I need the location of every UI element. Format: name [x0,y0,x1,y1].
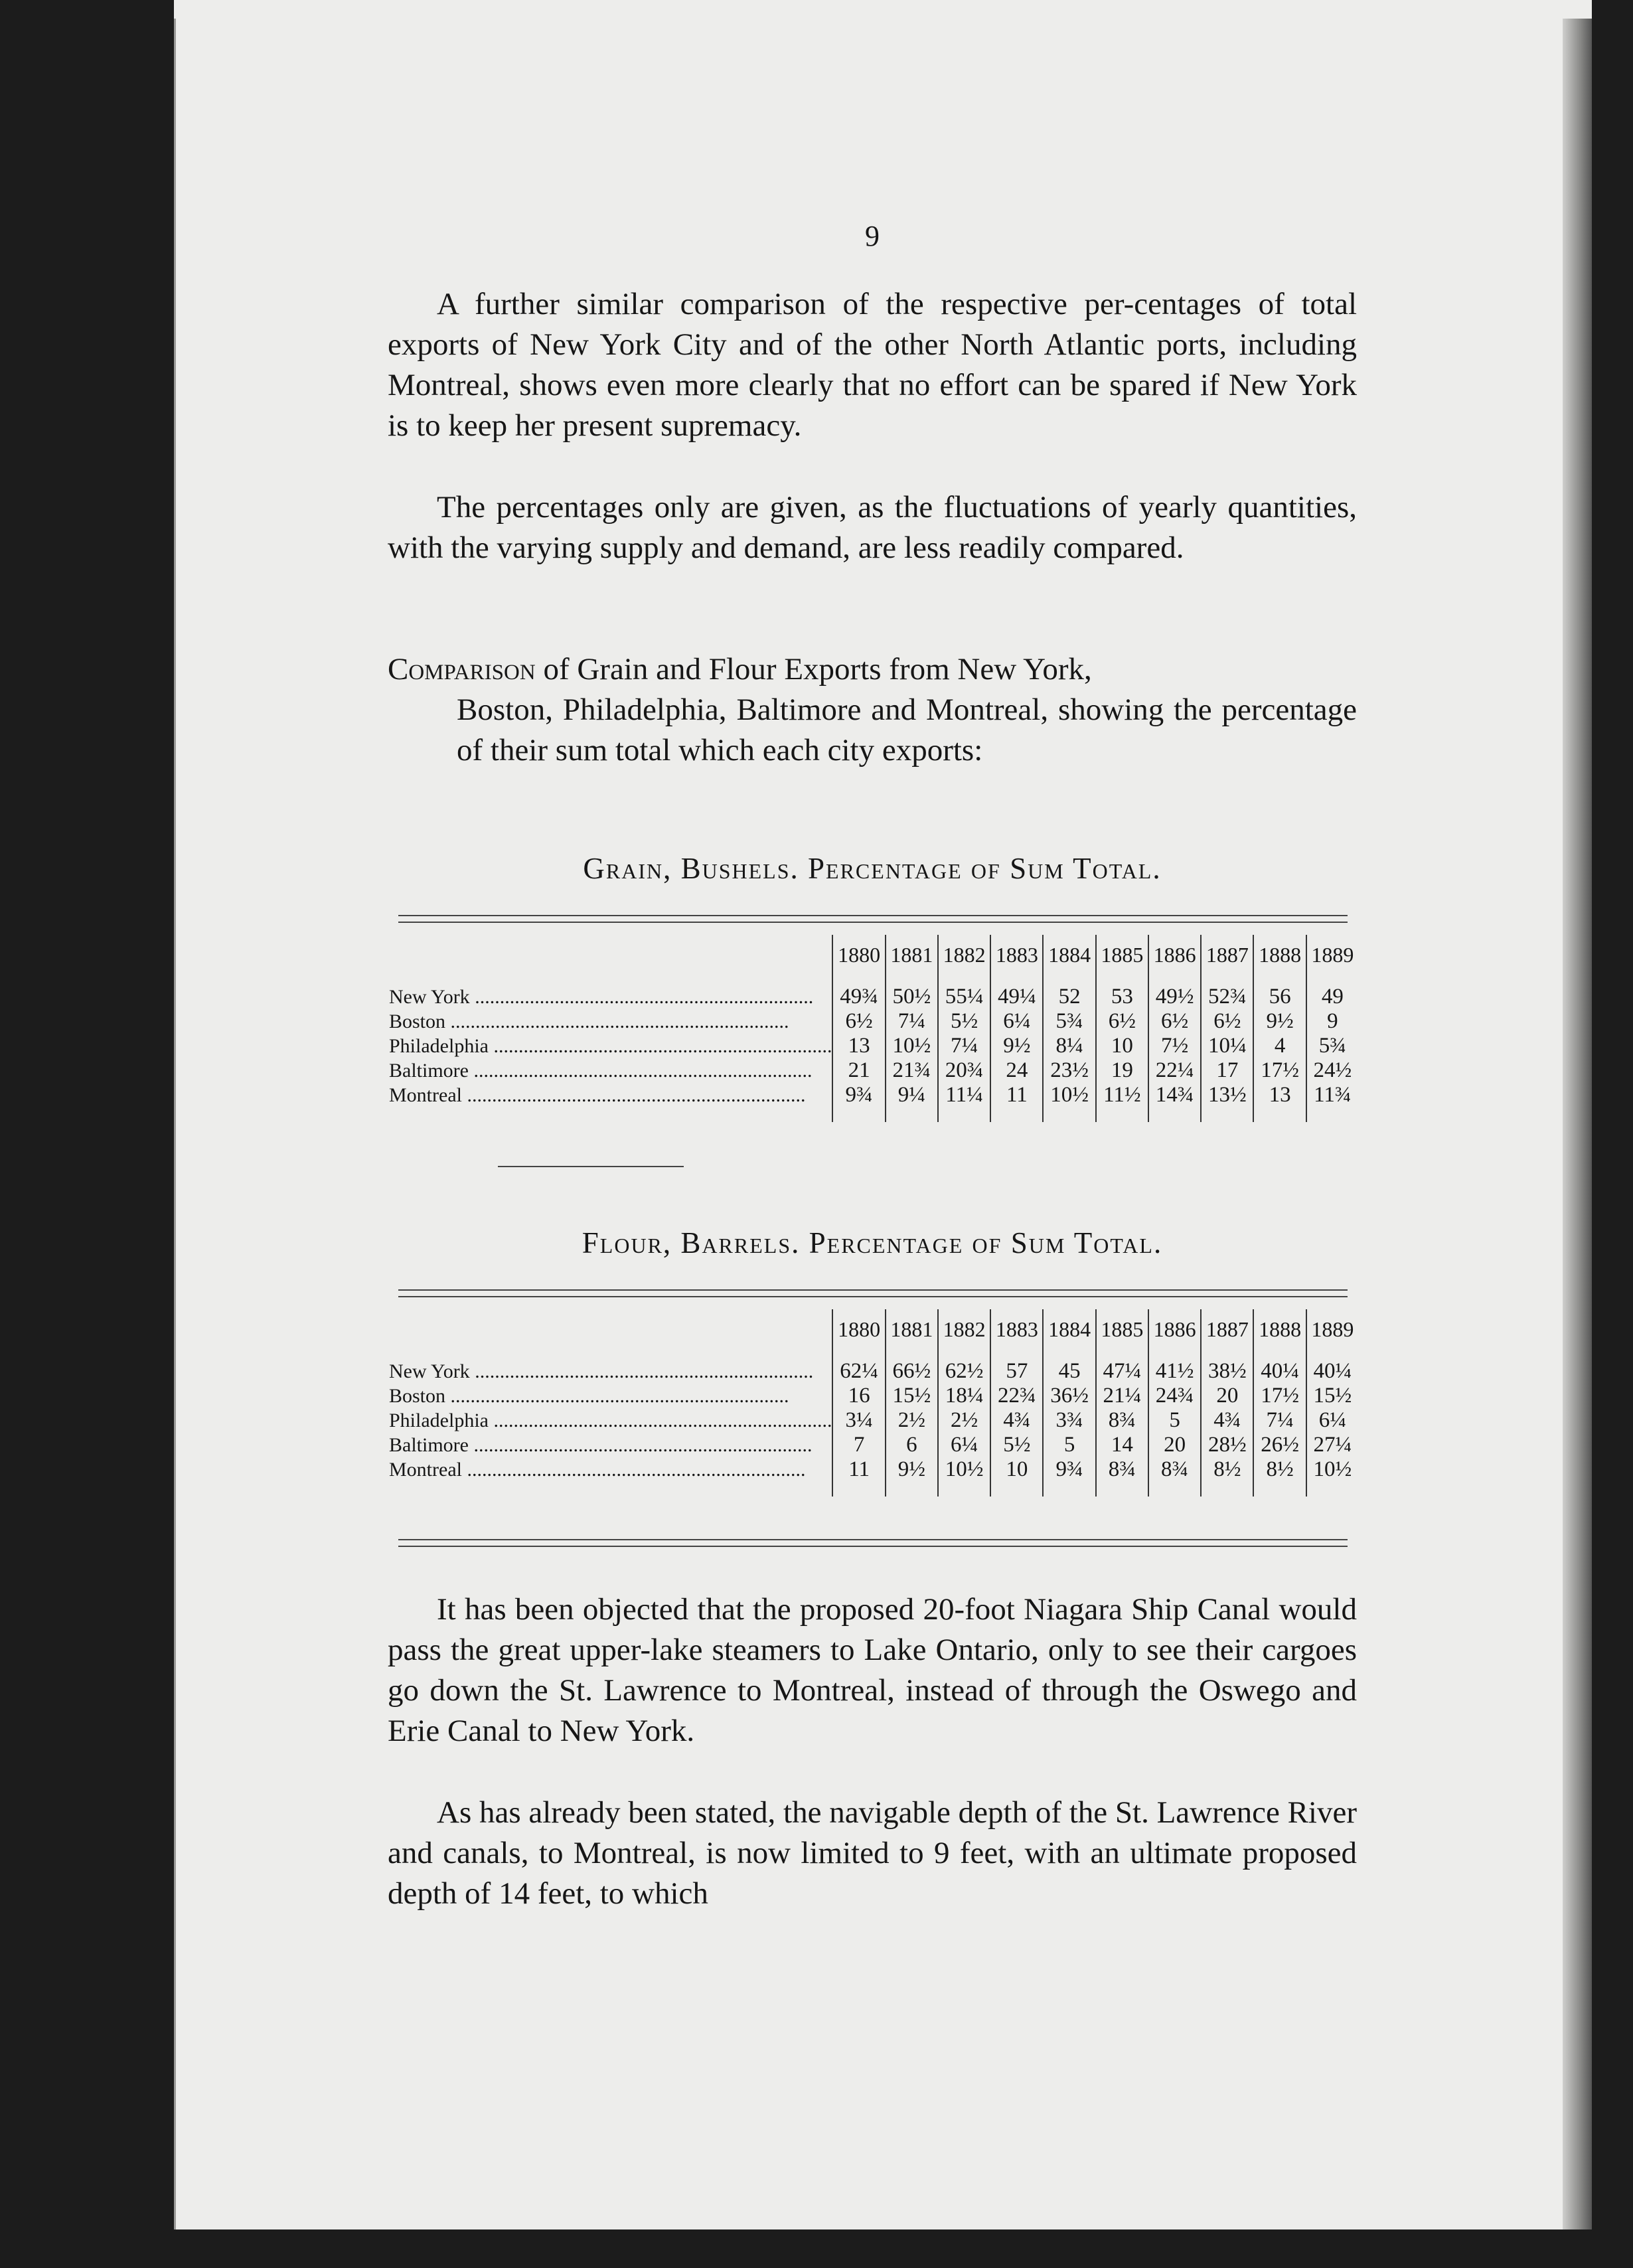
table-cell: 22¼ [1148,1058,1201,1083]
row-label: New York ..... [388,1351,832,1384]
table-cell: 5 [1043,1433,1095,1457]
table-cell: 49¼ [990,977,1043,1009]
table-cell: 8½ [1201,1457,1253,1497]
table-cell: 7 [832,1433,885,1457]
table-cell: 8¾ [1148,1457,1201,1497]
table-cell: 6½ [832,1009,885,1034]
table-cell: 45 [1043,1351,1095,1384]
table-cell: 50½ [886,977,938,1009]
flour-year-1889: 1889 [1306,1309,1358,1351]
table-cell: 6¼ [990,1009,1043,1034]
table-row [388,1351,1358,1384]
grain-year-1883: 1883 [990,935,1043,977]
table-cell: 8¾ [1096,1408,1148,1433]
table-cell: 9¼ [886,1083,938,1122]
table-cell: 14 [1096,1433,1148,1457]
grain-year-1880: 1880 [832,935,885,977]
grain-table-top-rule [398,915,1348,923]
flour-year-1885: 1885 [1096,1309,1148,1351]
flour-table-header [388,1309,1358,1351]
table-cell: 17½ [1253,1058,1306,1083]
table-cell: 20 [1201,1384,1253,1408]
flour-year-1884: 1884 [1043,1309,1095,1351]
grain-header-blank [388,935,832,977]
table-cell: 55¼ [938,977,990,1009]
table-cell: 49¾ [832,977,885,1009]
grain-year-1884: 1884 [1043,935,1095,977]
caption-first-line [388,649,1357,690]
table-cell: 21¾ [886,1058,938,1083]
row-label: New York ..... [388,977,832,1009]
page-top-strip [174,0,1592,19]
page-number: 9 [865,220,880,252]
grain-year-1888: 1888 [1253,935,1306,977]
table-cell: 3¼ [832,1408,885,1433]
table-cell: 18¼ [938,1384,990,1408]
table-cell: 62¼ [832,1351,885,1384]
grain-year-1885: 1885 [1096,935,1148,977]
table-cell: 16 [832,1384,885,1408]
table-cell: 10 [1096,1034,1148,1058]
closing-paragraph-2: As has already been stated, the navigable depth of the St. Lawrence River and canals, to Montreal, is now limited to 9 feet, with an ultimate proposed depth of 14 feet, to which [388,1795,1357,1911]
closing-paragraph-1: It has been objected that the proposed 20-foot Niagara Ship Canal would pass the great upper-lake steamers to Lake Ontario, only to see their cargoes go down the St. Lawrence to Montreal, instead of through the Oswego and Erie Canal to New York. [388,1592,1357,1748]
table-cell: 8½ [1253,1457,1306,1497]
table-cell: 19 [1096,1058,1148,1083]
table-cell: 4 [1253,1034,1306,1058]
caption-lead: Comparison [388,652,536,687]
table-cell: 40¼ [1306,1351,1358,1384]
grain-year-1886: 1886 [1148,935,1201,977]
table-row [388,1408,1358,1433]
table-cell: 20 [1148,1433,1201,1457]
table-row [388,977,1358,1009]
flour-table-title: Flour, Barrels. Percentage of Sum Total. [582,1226,1163,1259]
table-row [388,1034,1358,1058]
table-cell: 52¾ [1201,977,1253,1009]
intro-paragraph-1: A further similar comparison of the respective per-centages of total exports of New York City and of the other North Atlantic ports, including Montreal, shows even more clearly that no effort can be spared if New York is to keep her present supremacy. [388,287,1357,443]
table-cell: 5 [1148,1408,1201,1433]
table-cell: 13 [832,1034,885,1058]
row-label: Baltimore ..... [388,1058,832,1083]
table-cell: 8¼ [1043,1034,1095,1058]
table-cell: 10½ [886,1034,938,1058]
row-label: Montreal ..... [388,1083,832,1122]
table-cell: 57 [990,1351,1043,1384]
table-cell: 24¾ [1148,1384,1201,1408]
table-cell: 5¾ [1306,1034,1358,1058]
flour-header-blank [388,1309,832,1351]
table-cell: 10½ [1043,1083,1095,1122]
table-cell: 7¼ [886,1009,938,1034]
table-cell: 13 [1253,1083,1306,1122]
table-cell: 66½ [886,1351,938,1384]
flour-table-bottom-rule [398,1539,1348,1547]
flour-year-1882: 1882 [938,1309,990,1351]
flour-year-1881: 1881 [886,1309,938,1351]
table-cell: 10¼ [1201,1034,1253,1058]
table-cell: 15½ [1306,1384,1358,1408]
row-label: Philadelphia ..... [388,1408,832,1433]
table-cell: 8¾ [1096,1457,1148,1497]
table-cell: 17 [1201,1058,1253,1083]
table-cell: 3¾ [1043,1408,1095,1433]
flour-year-1886: 1886 [1148,1309,1201,1351]
table-cell: 11 [832,1457,885,1497]
flour-table [388,1309,1358,1497]
table-cell: 49½ [1148,977,1201,1009]
table-row [388,1083,1358,1122]
table-cell: 24 [990,1058,1043,1083]
table-cell: 21 [832,1058,885,1083]
table-cell: 36½ [1043,1384,1095,1408]
table-cell: 6½ [1201,1009,1253,1034]
table-cell: 4¾ [1201,1408,1253,1433]
grain-table-title: Grain, Bushels. Percentage of Sum Total. [583,852,1162,885]
grain-year-1881: 1881 [886,935,938,977]
table-cell: 24½ [1306,1058,1358,1083]
table-cell: 14¾ [1148,1083,1201,1122]
table-cell: 49 [1306,977,1358,1009]
table-cell: 11¾ [1306,1083,1358,1122]
grain-table-bottom-rule [498,1166,684,1167]
page-edge-shadow [1563,19,1592,2229]
table-cell: 5½ [990,1433,1043,1457]
table-row [388,1058,1358,1083]
table-cell: 52 [1043,977,1095,1009]
table-cell: 11 [990,1083,1043,1122]
table-cell: 41½ [1148,1351,1201,1384]
table-cell: 2½ [938,1408,990,1433]
table-cell: 27¼ [1306,1433,1358,1457]
table-cell: 5¾ [1043,1009,1095,1034]
grain-year-1887: 1887 [1201,935,1253,977]
grain-table [388,935,1358,1122]
table-cell: 17½ [1253,1384,1306,1408]
table-cell: 13½ [1201,1083,1253,1122]
flour-year-1888: 1888 [1253,1309,1306,1351]
table-cell: 7¼ [938,1034,990,1058]
table-cell: 6 [886,1433,938,1457]
table-cell: 9½ [886,1457,938,1497]
grain-table-header [388,935,1358,977]
table-cell: 26½ [1253,1433,1306,1457]
table-cell: 9¾ [832,1083,885,1122]
grain-year-1882: 1882 [938,935,990,977]
table-cell: 23½ [1043,1058,1095,1083]
intro-paragraph-2: The percentages only are given, as the fluctuations of yearly quantities, with the varying supply and demand, are less readily compared. [388,490,1357,565]
table-cell: 7¼ [1253,1408,1306,1433]
table-cell: 7½ [1148,1034,1201,1058]
table-cell: 20¾ [938,1058,990,1083]
flour-year-1887: 1887 [1201,1309,1253,1351]
grain-year-1889: 1889 [1306,935,1358,977]
table-cell: 10 [990,1457,1043,1497]
row-label: Baltimore ..... [388,1433,832,1457]
table-cell: 6½ [1148,1009,1201,1034]
table-cell: 9½ [990,1034,1043,1058]
table-cell: 9¾ [1043,1457,1095,1497]
table-cell: 5½ [938,1009,990,1034]
table-row [388,1009,1358,1034]
table-cell: 11¼ [938,1083,990,1122]
table-cell: 40¼ [1253,1351,1306,1384]
table-cell: 56 [1253,977,1306,1009]
flour-year-1883: 1883 [990,1309,1043,1351]
table-cell: 15½ [886,1384,938,1408]
table-cell: 9½ [1253,1009,1306,1034]
table-cell: 2½ [886,1408,938,1433]
table-cell: 10½ [938,1457,990,1497]
row-label: Boston ..... [388,1009,832,1034]
row-label: Boston ..... [388,1384,832,1408]
table-cell: 38½ [1201,1351,1253,1384]
flour-year-1880: 1880 [832,1309,885,1351]
flour-table-top-rule [398,1289,1348,1297]
table-cell: 28½ [1201,1433,1253,1457]
table-cell: 21¼ [1096,1384,1148,1408]
table-cell: 6¼ [1306,1408,1358,1433]
table-cell: 11½ [1096,1083,1148,1122]
table-cell: 9 [1306,1009,1358,1034]
table-cell: 22¾ [990,1384,1043,1408]
row-label: Philadelphia ..... [388,1034,832,1058]
table-cell: 62½ [938,1351,990,1384]
table-cell: 4¾ [990,1408,1043,1433]
table-row [388,1433,1358,1457]
table-cell: 6½ [1096,1009,1148,1034]
caption-continuation: Boston, Philadelphia, Baltimore and Montreal, showing the percentage of their sum total which each city exports: [457,692,1357,768]
comparison-caption [388,649,1357,771]
caption-first-line-text: of Grain and Flour Exports from New York, [535,652,1092,687]
table-row [388,1384,1358,1408]
table-cell: 53 [1096,977,1148,1009]
row-label: Montreal ..... [388,1457,832,1497]
table-cell: 47¼ [1096,1351,1148,1384]
table-cell: 10½ [1306,1457,1358,1497]
table-row [388,1457,1358,1497]
table-cell: 6¼ [938,1433,990,1457]
